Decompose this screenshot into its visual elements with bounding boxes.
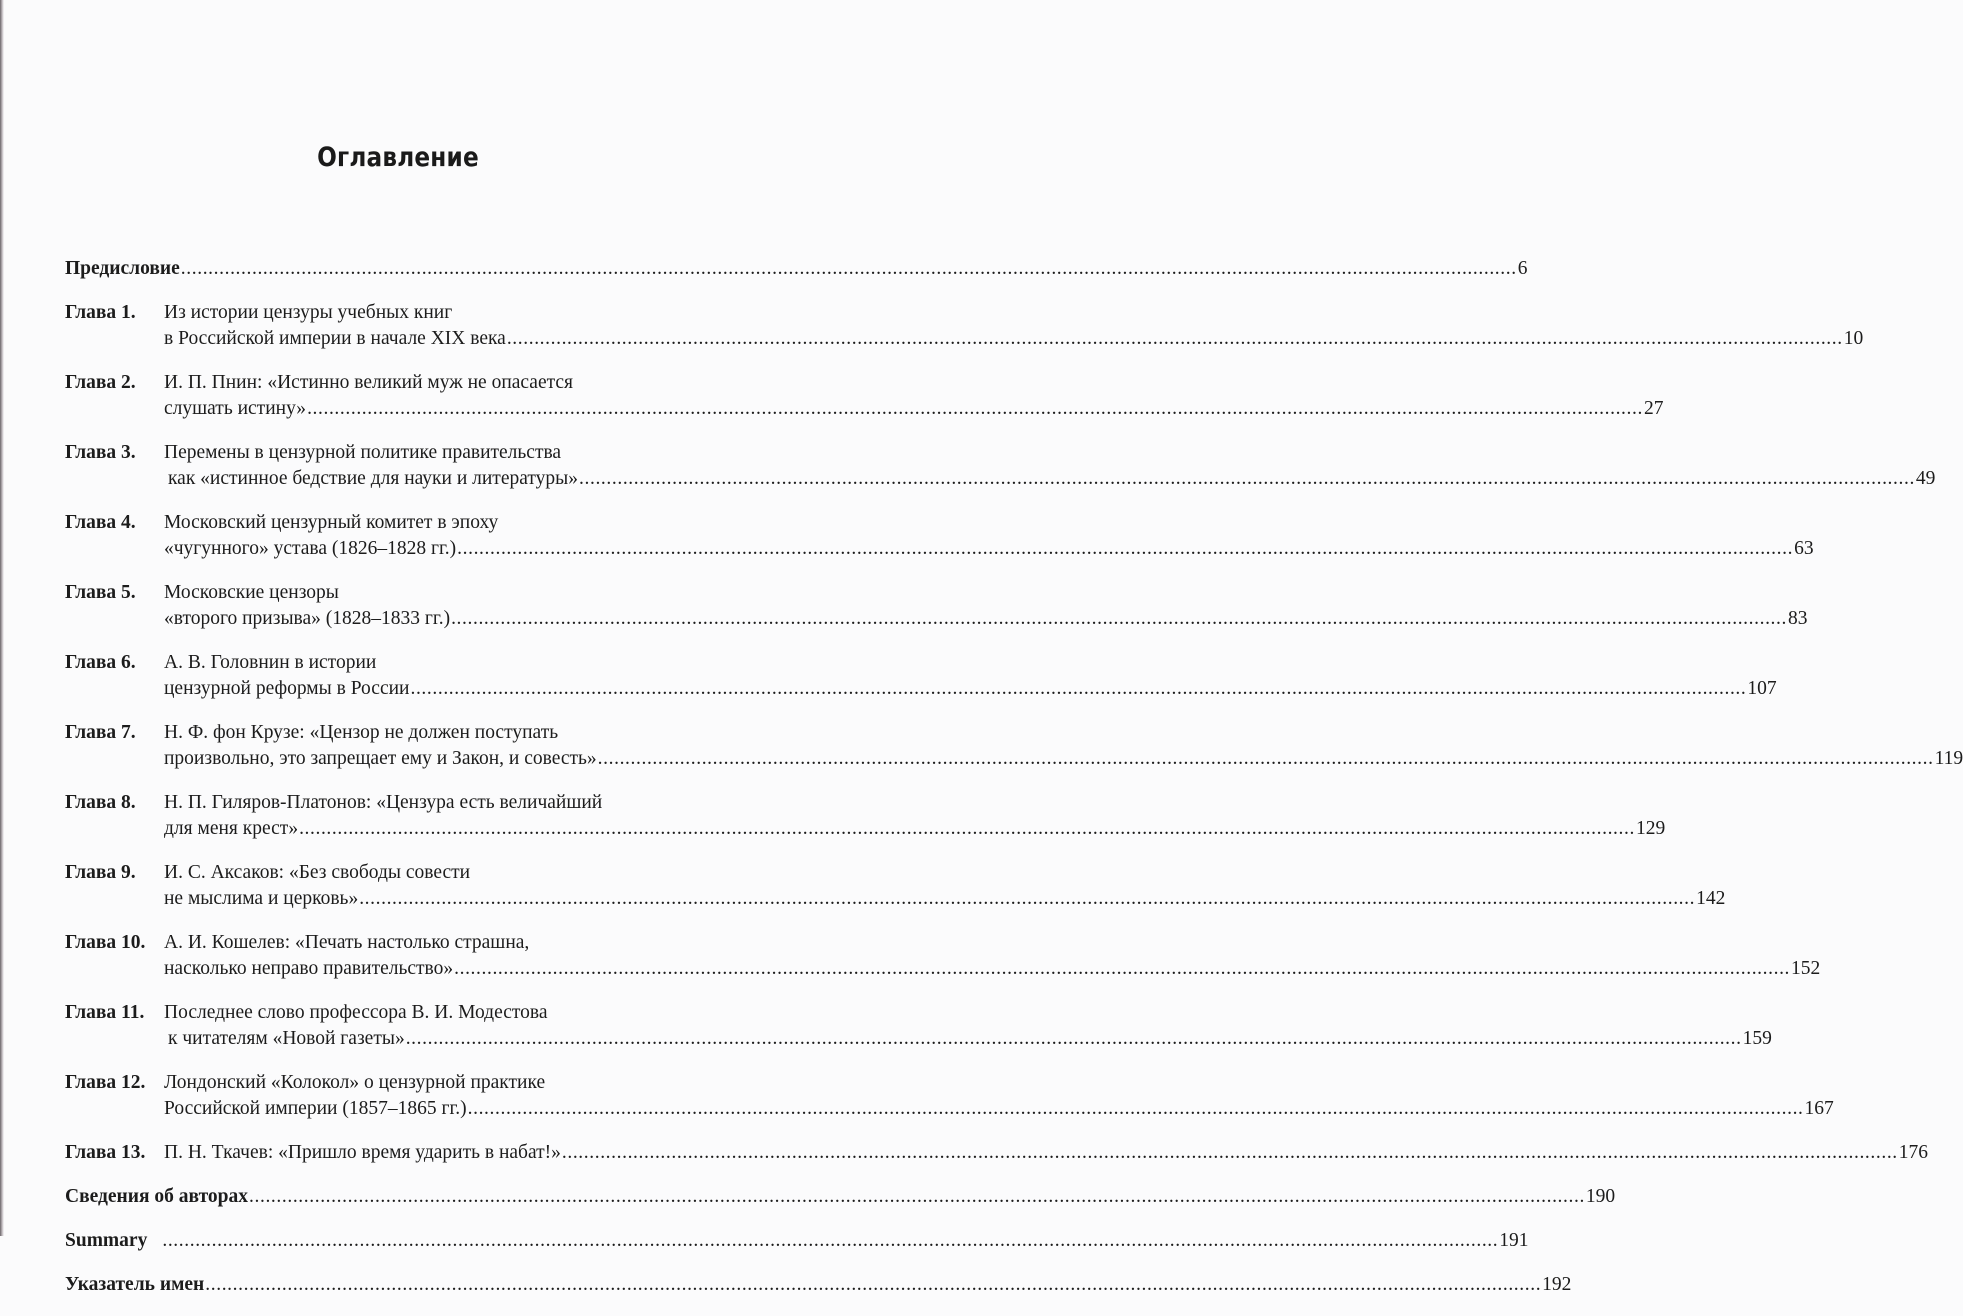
table-of-contents [65, 256, 1963, 1316]
page-number: 159 [1742, 1028, 1772, 1049]
chapter-title-line: Последнее слово профессора В. И. Модестова [164, 1002, 548, 1023]
dot-leader [299, 816, 1635, 842]
dot-leader [454, 956, 1790, 982]
toc-entry-chapter-12[interactable] [65, 1070, 1834, 1122]
dot-leader [205, 1272, 1541, 1298]
chapter-title-line: цензурной реформы в России [164, 678, 410, 699]
chapter-label: Глава 12. [65, 1072, 146, 1093]
chapter-label: Глава 4. [65, 512, 136, 533]
chapter-title-line: не мыслима и церковь» [164, 888, 359, 909]
chapter-label: Глава 13. [65, 1142, 146, 1163]
chapter-title-line: И. П. Пнин: «Истинно великий муж не опасается [164, 372, 573, 393]
page-number: 192 [1542, 1274, 1572, 1295]
dot-leader [406, 1026, 1742, 1052]
page-number: 63 [1794, 538, 1814, 559]
chapter-title-line: И. С. Аксаков: «Без свободы совести [164, 862, 471, 883]
chapter-title-line: произвольно, это запрещает ему и Закон, и совесть» [164, 748, 597, 769]
toc-entry-chapter-11[interactable] [65, 1000, 1772, 1052]
chapter-label: Глава 3. [65, 442, 136, 463]
page-number: 129 [1635, 818, 1666, 839]
chapter-title-line: П. Н. Ткачев: «Пришло время ударить в набат!» [164, 1142, 561, 1163]
dot-leader [162, 1228, 1498, 1254]
dot-leader [249, 1184, 1585, 1210]
toc-entry-chapter-5[interactable] [65, 580, 1808, 632]
chapter-title-line: для меня крест» [164, 818, 299, 839]
page-number: 49 [1915, 468, 1936, 489]
chapter-title-line: «чугунного» устава (1826–1828 гг.) [164, 538, 457, 559]
page-number: 142 [1696, 888, 1726, 909]
chapter-title-line: в Российской империи в начале XIX века [164, 328, 506, 349]
toc-entry-summary[interactable] [65, 1228, 1529, 1254]
chapter-label: Глава 1. [65, 302, 136, 323]
page-number: 107 [1747, 678, 1777, 699]
chapter-title-line: насколько неправо правительство» [164, 958, 454, 979]
page-binding-edge [0, 0, 4, 1236]
entry-label: Summary [65, 1230, 148, 1251]
chapter-title-line: Московские цензоры [164, 582, 339, 603]
toc-entry-chapter-3[interactable] [65, 440, 1936, 492]
chapter-label: Глава 7. [65, 722, 136, 743]
chapter-title-line: слушать истину» [164, 398, 307, 419]
page-number: 176 [1898, 1142, 1929, 1163]
toc-entry-chapter-4[interactable] [65, 510, 1814, 562]
dot-leader [457, 536, 1793, 562]
chapter-label: Глава 8. [65, 792, 136, 813]
dot-leader [451, 606, 1787, 632]
dot-leader [598, 746, 1934, 772]
chapter-title-line: Н. Ф. фон Крузе: «Цензор не должен поступать [164, 722, 559, 743]
dot-leader [507, 326, 1843, 352]
page-title: Оглавление [317, 142, 479, 173]
page-number: 119 [1934, 748, 1963, 769]
toc-entry-preface[interactable] [65, 256, 1528, 282]
page-number: 10 [1843, 328, 1864, 349]
chapter-title-line: как «истинное бедствие для науки и литературы» [168, 468, 579, 489]
page-number: 152 [1791, 958, 1821, 979]
page-number: 83 [1787, 608, 1808, 629]
dot-leader [562, 1140, 1898, 1166]
chapter-label: Глава 9. [65, 862, 136, 883]
page-number: 27 [1643, 398, 1664, 419]
page-number: 167 [1804, 1098, 1834, 1119]
chapter-title-line: Из истории цензуры учебных книг [164, 302, 453, 323]
chapter-title-line: к читателям «Новой газеты» [168, 1028, 405, 1049]
dot-leader [579, 466, 1915, 492]
dot-leader [181, 256, 1517, 282]
dot-leader [307, 396, 1643, 422]
chapter-title-line: Н. П. Гиляров-Платонов: «Цензура есть величайший [164, 792, 603, 813]
dot-leader [468, 1096, 1804, 1122]
page-number: 191 [1499, 1230, 1529, 1251]
dot-leader [359, 886, 1695, 912]
chapter-label: Глава 2. [65, 372, 136, 393]
chapter-title-line: «второго призыва» (1828–1833 гг.) [164, 608, 451, 629]
toc-entry-chapter-9[interactable] [65, 860, 1726, 912]
chapter-title-line: Российской империи (1857–1865 гг.) [164, 1098, 467, 1119]
chapter-title-line: А. И. Кошелев: «Печать настолько страшна, [164, 932, 530, 953]
chapter-title-line: Лондонский «Колокол» о цензурной практике [164, 1072, 546, 1093]
toc-entry-chapter-2[interactable] [65, 370, 1664, 422]
toc-entry-chapter-10[interactable] [65, 930, 1821, 982]
toc-entry-about-authors[interactable] [65, 1184, 1616, 1210]
page-number: 190 [1585, 1186, 1616, 1207]
chapter-label: Глава 5. [65, 582, 136, 603]
page-number: 6 [1517, 258, 1528, 279]
dot-leader [410, 676, 1746, 702]
chapter-label: Глава 6. [65, 652, 136, 673]
toc-entry-chapter-6[interactable] [65, 650, 1777, 702]
chapter-label: Глава 11. [65, 1002, 145, 1023]
entry-label: Предисловие [65, 258, 180, 279]
toc-entry-chapter-13[interactable] [65, 1140, 1929, 1166]
toc-entry-chapter-7[interactable] [65, 720, 1963, 772]
chapter-title-line: А. В. Головнин в истории [164, 652, 377, 673]
entry-label: Указатель имен [65, 1274, 205, 1295]
toc-entry-name-index[interactable] [65, 1272, 1572, 1298]
chapter-title-line: Московский цензурный комитет в эпоху [164, 512, 499, 533]
entry-label: Сведения об авторах [65, 1186, 249, 1207]
toc-entry-chapter-1[interactable] [65, 300, 1864, 352]
chapter-title-line: Перемены в цензурной политике правительства [164, 442, 562, 463]
toc-entry-chapter-8[interactable] [65, 790, 1666, 842]
chapter-label: Глава 10. [65, 932, 146, 953]
